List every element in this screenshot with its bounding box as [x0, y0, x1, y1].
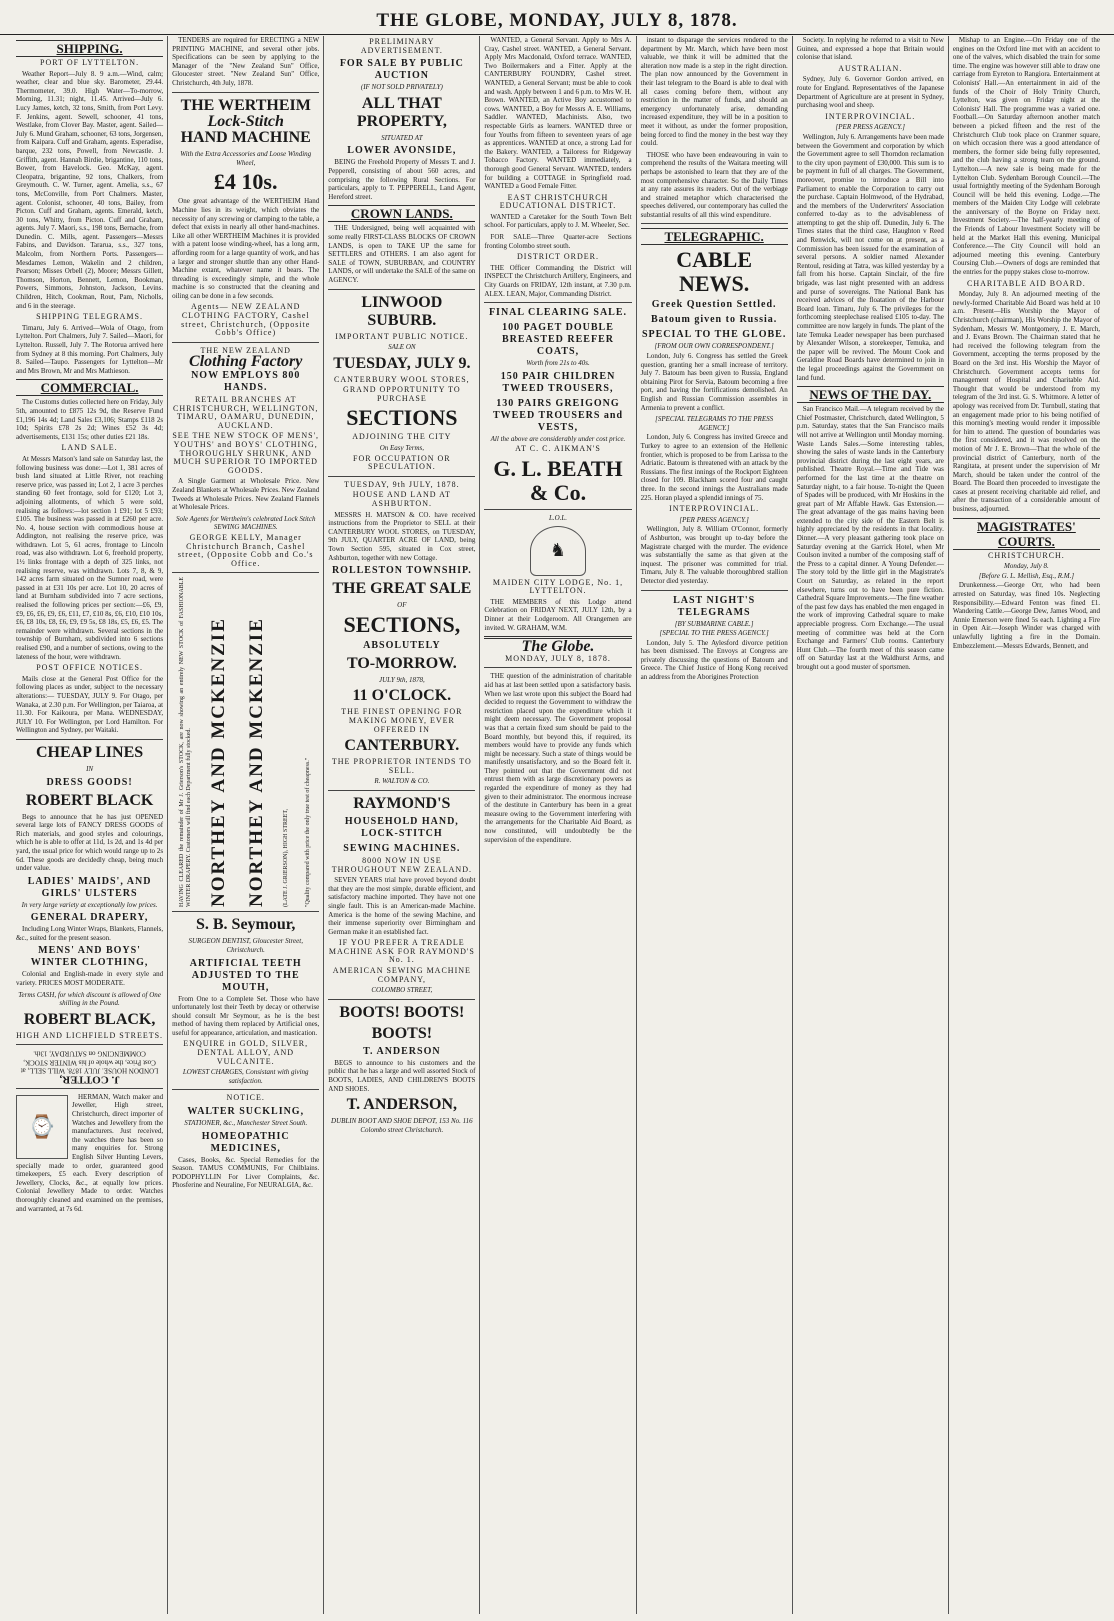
- divider: [328, 999, 475, 1000]
- anderson-address: DUBLIN BOOT AND SHOE DEPOT, 153 No. 116 Colombo street Christchurch.: [331, 1117, 473, 1134]
- cotter-title: J. COTTER,: [59, 1073, 120, 1086]
- robert-black-heading: ROBERT BLACK: [25, 791, 154, 809]
- district-order-heading: DISTRICT ORDER.: [517, 252, 599, 262]
- batoum-given: Batoum given to Russia.: [650, 314, 778, 326]
- easy-terms: On Easy Terms,: [379, 444, 424, 453]
- canterbury: CANTERBURY.: [344, 737, 460, 755]
- tenders-text: TENDERS are required for ERECTING a NEW PRINTING MACHINE, and several other jobs. Specifications can be seen by applying to the Manager of the "New Zealand Sun" Office, Gloucester street. "New Zealand Sun" Office, Christchurch, 4th July, 1878.: [172, 36, 320, 87]
- clearing-tail: All the above are considerably under cost price.: [490, 434, 626, 443]
- dress-goods-heading: DRESS GOODS!: [46, 776, 133, 788]
- tuesday-heading: TUESDAY, JULY 9.: [333, 354, 471, 372]
- auction-heading: FOR SALE BY PUBLIC AUCTION: [339, 58, 464, 82]
- editorial-waitara: THOSE who have been endeavouring in vain to comprehend the results of the Waitara meeting will perhaps be astonished to learn that they are of the most comprehensive character. So the Daily Times at any rate assures its readers. Out of the verbiage and strained metaphor which characterised the speeches delivered, our contemporary has culled the substantial results of all this wind expenditure.: [640, 150, 788, 219]
- divider: [484, 667, 631, 668]
- wertheim-agents: Agents— NEW ZEALAND CLOTHING FACTORY, Cashel street, Christchurch, (Opposite Cobb's Office): [181, 302, 311, 338]
- avonside-heading: LOWER AVONSIDE,: [347, 145, 457, 157]
- charitable-aid-text: Monday, July 8. An adjourned meeting of the newly-formed Charitable Aid Board was held at 10 a.m. Present—His Worship the Mayor of Christchurch (chairman), His Worship the Mayor of Sydenham, Messrs W. Montgomery, J. E. March, and J. Evans Brown. The Chairman stated that he had received the following telegram from the Government, accepting the terms proposed by the Board on the 3rd inst. His Worship the Mayor of Christchurch. Government accepts terms for management of Hospital and Charitable Aid. Thought that would be understood from my telegram of the 3rd inst. G. S. Whitmore. A letter of apology was received from Dr. Turnbull, stating that an engagement made prior to his being notified of this morning's meeting would render it impossible for him to attend. The question of boundaries was the first considered, and it was resolved on the motion of Mr J. E. Brown—That the whole of the provincial district of Canterbury, north of the Rangitata, at present under the supervision of Mr March, should be taken under the control of the Board. The Board then proceeded to investigate the cases at present receiving charitable aid relief, and after the transaction of a considerable amount of business, adjourned.: [952, 290, 1100, 514]
- divider: [484, 302, 631, 303]
- robert-black-text: Begs to announce that he has just OPENED several large lots of FANCY DRESS GOODS of Rich materials, and good styles and colourings, which he is able to offer at 11d, 1s 2d, and 1s 4d per yard, the usual price for which would range up to 2s 6d. These goods are decidedly cheap, being much under value.: [16, 812, 164, 873]
- anderson-heading: T. ANDERSON: [363, 1045, 441, 1057]
- column-4: [479, 36, 635, 1614]
- avonside-text: BEING the Freehold Property of Messrs T. and J. Pepperell, consisting of about 560 acres, and comprising the following Rural Sections. For particulars, apply to T. PEPPERELL, Land Agent, Hereford street.: [328, 158, 476, 201]
- shipping-heading: SHIPPING.: [16, 40, 163, 57]
- special-press-agency: [SPECIAL TO THE PRESS AGENCY.]: [659, 629, 769, 638]
- land-sale-heading: LAND SALE.: [61, 443, 118, 453]
- column-3: [323, 36, 479, 1614]
- editorial-continued: instant to disparage the services rendered to the department by Mr. March, which have been most valuable, we think it will be admitted that the alteration now made is a step in the right direction. The plan now announced by the Government in their last telegram to the Board is able to deal with all cases coming before them, without any restriction in the matter of funds, and should an emergency unfortunately arise, demanding increased expenditure, they will be in a position to meet it without, as under the former proposition, being forced to find the money in the best way they could.: [640, 36, 788, 148]
- raymond-text: SEVEN YEARS trial have proved beyond doubt that they are the most simple, durable efficient, and satisfactory machine imported. They have not one single fault. This is an American-made Machine. America is the home of the sewing Machine, and their immense superiority over Birmingham and German make it an established fact.: [328, 876, 476, 936]
- divider: [16, 739, 163, 740]
- shipping-subheading: PORT OF LYTTELTON.: [40, 58, 140, 67]
- finest-opening: THE FINEST OPENING FOR MAKING MONEY, EVER OFFERED IN: [341, 707, 463, 734]
- of-text: OF: [397, 601, 407, 610]
- vertical-title-1: NORTHEY AND MCKENZIE: [208, 617, 230, 908]
- interprovincial-heading-2: INTERPROVINCIAL.: [825, 111, 916, 121]
- clearing-sale-heading: FINAL CLEARING SALE.: [488, 307, 628, 319]
- last-night-heading: LAST NIGHT'S TELEGRAMS: [673, 594, 756, 618]
- cheap-lines-in: IN: [86, 764, 94, 773]
- divider: [641, 223, 788, 224]
- globe-title: The Globe.: [521, 638, 595, 656]
- telegraphic-heading: TELEGRAPHIC.: [641, 228, 788, 245]
- suckling-subtitle: STATIONER, &c., Manchester Street South.: [184, 1119, 308, 1128]
- occupation: FOR OCCUPATION OR SPECULATION.: [353, 453, 451, 472]
- horseman-emblem-icon: ♞: [530, 526, 586, 576]
- maiden-city-text: THE MEMBERS of this Lodge attend Celebration on FRIDAY NEXT, JULY 12th, by a Dinner at their Lodgeroom. All Orangemen are invited. W. GRAHAM, W.M.: [484, 597, 632, 632]
- seymour-heading: ARTIFICIAL TEETH ADJUSTED TO THE MOUTH,: [189, 957, 302, 993]
- nzcf-title: Clothing Factory: [189, 353, 303, 371]
- society-text: Society. In replying he referred to a visit to New Guinea, and expressed a hope that Britain would colonise that island.: [796, 36, 944, 62]
- school-text: WANTED a Caretaker for the South Town Belt school. For particulars, apply to J. M. Wheeler, Sec.: [484, 212, 632, 230]
- nzcf-branches: RETAIL BRANCHES AT CHRISTCHURCH, WELLINGTON, TIMARU, OAMARU, DUNEDIN, AUCKLAND.: [173, 395, 319, 430]
- rolleston-heading: ROLLESTON TOWNSHIP.: [331, 565, 472, 577]
- local-news-text: Mishap to an Engine.—On Friday one of the engines on the Oxford line met with an accident to one of the valves, which disabled the train for some time. The engine was however still able to draw one carriage from Eyreton to Rangiora. Entertainment at Colonists' Hall.—An entertainment in aid of the funds of the Choir of Holy Trinity Church, Lyttelton, was given on Friday night at the Colonists' Hall. The programme was a varied one. Football.—On Saturday afternoon another match between a picked fifteen and the rest of the Christchurch Club took place on Cranmer square, on which occasion there was a good attendance of members, the former side being fully represented, and the club having a strong team on the ground. Lyttelton.—A new sale is being made for the Lyttelton Club. Sydenham Borough Council.—The usual fortnightly meeting of the Sydenham Borough Council will be held this evening. Lodge.—The members of the Maiden City Lodge will celebrate the anniversary of the Boyne on Friday next. Investment Society.—The half-yearly meeting of the Friends of Labour Investment Society will be held at the Market Hall this evening. Municipal Conference.—The City Council will hold an adjourned meeting this evening. Canterbury Coursing Club.—Owners of dogs are reminded that the entries for the puppy stakes close to-morrow.: [952, 36, 1100, 277]
- grand-opportunity: GRAND OPPORTUNITY TO PURCHASE: [343, 385, 461, 403]
- australian-heading: AUSTRALIAN.: [838, 63, 903, 73]
- school-heading: EAST CHRISTCHURCH EDUCATIONAL DISTRICT.: [499, 192, 617, 211]
- tomorrow: TO-MORROW.: [346, 654, 457, 672]
- drapery-heading: GENERAL DRAPERY,: [30, 912, 149, 924]
- proprietor-intends: THE PROPRIETOR INTENDS TO SELL.: [331, 757, 472, 775]
- kelly-signature: GEORGE KELLY, Manager Christchurch Branch, Cashel street, (Opposite Cobb and Co.'s Office.: [177, 532, 314, 568]
- divider: [641, 590, 788, 591]
- robert-black-footer: ROBERT BLACK,: [23, 1010, 156, 1028]
- notice-heading: NOTICE.: [226, 1093, 265, 1103]
- commercial-heading: COMMERCIAL.: [16, 379, 163, 396]
- robert-black-address: HIGH AND LICHFIELD STREETS.: [16, 1030, 164, 1040]
- divider: [328, 476, 475, 477]
- ashburton-heading: HOUSE AND LAND AT ASHBURTON.: [352, 490, 451, 509]
- charitable-aid-heading: CHARITABLE AID BOARD.: [967, 278, 1086, 288]
- wertheim-accessories: With the Extra Accessories and Loose Winding Wheel,: [180, 150, 312, 167]
- wertheim-price: £4 10s.: [213, 169, 278, 195]
- post-office-heading: POST OFFICE NOTICES.: [36, 663, 143, 673]
- nzcf-heading: THE NEW ZEALAND: [200, 345, 291, 355]
- ladies-ulsters: LADIES' MAIDS', AND GIRLS' ULSTERS: [27, 875, 152, 899]
- tues-date: TUESDAY, 9th JULY, 1878.: [344, 479, 460, 489]
- coats-price: Worth from 21s to 40s.: [526, 359, 590, 368]
- preliminary-heading: PRELIMINARY ADVERTISEMENT.: [360, 37, 443, 55]
- raymond-heading: RAYMOND'S: [353, 794, 451, 812]
- raymond-use: 8000 NOW IN USE THROUGHOUT NEW ZEALAND.: [331, 855, 472, 874]
- divider: [172, 342, 319, 343]
- seymour-subtitle: SURGEON DENTIST, Gloucester Street, Christchurch.: [188, 937, 303, 954]
- special-telegrams: [SPECIAL TELEGRAMS TO THE PRESS AGENCY.]: [655, 415, 774, 432]
- column-7: [948, 36, 1104, 1614]
- telegrams-heading: SHIPPING TELEGRAMS.: [36, 312, 143, 322]
- nzcf-stock: SEE THE NEW STOCK OF MENS', YOUTHS' and BOYS' CLOTHING, THOROUGHLY SHRUNK, AND MUCH SUPERIOR TO IMPORTED GOODS.: [172, 431, 320, 475]
- divider: [16, 1088, 163, 1089]
- treadle-text: IF YOU PREFER A TREADLE MACHINE ASK FOR RAYMOND'S No. 1.: [328, 938, 475, 965]
- wanted-ads: WANTED, a General Servant. Apply to Mrs A. Cray, Cashel street. WANTED, a General Servant. Apply Mrs Macdonald, Oxford terrace. WANTED, Two Boilermakers and a Fitter. Apply at the CANTERBURY FOUNDRY, Cashel street. WANTED, a General Servant; must be able to cook and wash. Apply between 1 and 6 p.m. to Mrs W. H. Brown. WANTED, an Active Boy accustomed to cows. WANTED, a Boy for Messrs A. E. Williams, Saddler. WANTED, Machinists. Also, two respectable Girls as learners. WANTED three or four Youths from fifteen to seventeen years of age as apprentices. WANTED at once, a strong Lad for the Bakery. WANTED, a Tailoress for Ridgeway Tobacco Factory. WANTED immediately, a thorough good General Servant. WANTED, tenders for building a COTTAGE in Springfield road. WANTED a Good Female Fitter.: [484, 36, 632, 191]
- submarine-cable: [BY SUBMARINE CABLE.]: [674, 619, 754, 628]
- beath-heading: G. L. BEATH & Co.: [493, 456, 623, 505]
- july-9: JULY 9th, 1878,: [378, 675, 425, 684]
- sewing-machines: SEWING MACHINES.: [343, 842, 461, 854]
- divider: [328, 289, 475, 290]
- auction-sub: (IF NOT SOLD PRIVATELY): [360, 83, 443, 92]
- ladies-text: In very large variety at exceptionally low prices.: [21, 900, 158, 909]
- aikman: AT C. C. AIKMAN'S: [515, 444, 601, 454]
- globe-date: MONDAY, JULY 8, 1878.: [505, 653, 611, 663]
- trousers-130: 130 PAIRS GREIGONG TWEED TROUSERS and VESTS,: [492, 397, 624, 433]
- sale-on: SALE ON: [388, 343, 416, 352]
- cable-text: London, July 6. Congress has settled the Greek question, granting her a small increase of territory. July 7. Batoum has been given to Russia, England obtaining Pirot for Servia, Batoum becoming a free port, and having the fortifications demolished. An English and Russian Commission assembles in Armenia to prevent a conflict.: [640, 352, 788, 412]
- column-1: [12, 36, 167, 1614]
- interprovincial-text: Wellington, July 8. William O'Connor, formerly of Ashburton, was brought up to-day before the Magistrate charged with the murder. The evidence was substantially the same as that given at the inquest. The prisoner was committed for trial. Timaru, July 8. The valuable thoroughbred stallion Detector died yesterday.: [640, 525, 788, 585]
- mens-clothing: MENS' AND BOYS' WINTER CLOTHING,: [30, 945, 149, 969]
- divider: [172, 1089, 319, 1090]
- seymour-charges: LOWEST CHARGES, Consistant with giving satisfaction.: [182, 1068, 309, 1085]
- nzcf-agents: Sole Agents for Wertheim's celebrated Lock Stitch SEWING MACHINES.: [175, 514, 316, 532]
- telegrams-text: Timaru, July 6. Arrived—Wola of Otago, from Lyttelton. Port Chalmers, July 7. Sailed—Maori, for Lyttelton. Russell, July 7. The Rotorua arrived here from Sydney at 8 this morning. Port Chalmers, July 8. Sailed—Taupo. Passengers for Lyttelton—Mr and Mrs Brown, Mr and Mrs Mathieson.: [16, 323, 164, 375]
- special-to-globe: SPECIAL TO THE GLOBE.: [641, 329, 787, 341]
- hand-machine-title: HAND MACHINE: [180, 129, 311, 147]
- nzcf-list: A Single Garment at Wholesale Price. New Zealand Blankets at Wholesale Prices. New Zealand Tweeds at Wholesale Prices. New Zealand Flannels at Wholesale Prices.: [172, 477, 320, 512]
- coats-100: 100 PAGET DOUBLE BREASTED REEFER COATS,: [502, 322, 614, 358]
- press-agency-2: [PER PRESS AGENCY.]: [835, 123, 905, 132]
- sections-heading: SECTIONS: [346, 405, 458, 431]
- column-5: [636, 36, 792, 1614]
- greek-question: Greek Question Settled.: [651, 299, 777, 311]
- boots-heading-2: BOOTS!: [371, 1024, 433, 1042]
- eleven-oclock: 11 O'CLOCK.: [352, 687, 452, 705]
- vertical-small-text: HAVING CLEARED the remainder of Mr J. Grierson's STOCK, are now showing an entirely NEW STOCK of FASHIONABLE WINTER DRAPERY. Customers will find each Department fully stocked.: [179, 577, 193, 908]
- drapery-text: Including Long Winter Wraps, Blankets, Flannels, &c., suited for the present season.: [16, 925, 164, 942]
- lol-label: L.O.L.: [548, 514, 568, 522]
- cotter-text: LONDON HOUSE. JULY 1878. WILL SELL, at Cost Price, the whole of his WINTER STOCK, COMMENCING on SATURDAY, 13th.: [20, 1050, 159, 1076]
- maiden-city-heading: MAIDEN CITY LODGE, No. 1, LYTTELTON.: [492, 577, 624, 596]
- wertheim-text: One great advantage of the WERTHEIM Hand Machine lies in its weight, which obviates the necessity of any screwing or clamping to the table, a defect that exists in nearly all other hand-machines. Like all other WERTHEIM Machines it is provided with a patent loose winding-wheel, has a long arm, affording room for a large quantity of work, and has a larger and stronger shuttle than any other Hand-Machine extant, whatever name it bears. The threading is exceedingly simple, and the whole machine is so constructed that the cleaning and oiling can be done in a few seconds.: [172, 197, 320, 300]
- magistrates-heading: MAGISTRATES' COURTS.: [953, 518, 1100, 550]
- cheap-lines-heading: CHEAP LINES: [36, 743, 144, 761]
- editorial-text: THE question of the administration of charitable aid has at last been settled upon a satisfactory basis. When we last wrote upon this subject the Board had decided to request the Government to withdraw the restriction placed upon the expenditure which it might deem necessary. The Government proposal was that a certain fixed sum should be paid to the Board monthly, but beyond this, if required, its members would have to provide any funds which might be necessary. Such a state of things would be manifestly unsatisfactory, and so the Board felt it. They pointed out that the Government did not entrust them with as large discretionary powers as regarded the expenditure of money as they had given to their administrator. The enormous increase of the destitute in Canterbury has been in a great measure owing to the Government interfering with the arrangements for the Charitable Aid Board, as now constituted, will undoubtedly be the supervision of the expenditure.: [484, 672, 632, 844]
- district-order-text: THE Officer Commanding the District will INSPECT the Christchurch Artillery, Engineers, and City Guards on FRIDAY, 12th instant, at 7.30 p.m. ALEX. LEAN, Major, Commanding District.: [484, 263, 632, 298]
- pocket-watch-illustration: ⌚: [16, 1095, 68, 1159]
- great-sale: THE GREAT SALE: [332, 580, 472, 598]
- crown-lands-heading: CROWN LANDS.: [328, 205, 475, 222]
- commercial-text: The Customs duties collected here on Friday, July 5th, amounted to £875 12s 9d, the Reserve Fund £1,196 14s 4d; Land Sales £3,106; Stamps £118 2s 10d; Spirits £78 2s 2d; Wines £52 3s 4d; advertisements, £131 15s; other duties £21 18s.: [16, 398, 164, 441]
- press-agency: [PER PRESS AGENCY.]: [679, 515, 749, 524]
- column-2: [167, 36, 323, 1614]
- news-of-the-day-text: San Francisco Mail.—A telegram received by the Chief Postmaster, Christchurch, dated Wellington, 5 p.m. Saturday, states that the San Francisco mails will not arrive at Wellington until Monday morning. Waste Lands Sales.—Some interesting tables, showing the sales of waste lands in the Canterbury provincial district during the last eight years, are published. Theatre Royal.—Time and Tide was performed for the last time at the theatre on Saturday night, to a fair house. To-night the Queen of Spades will be produced, with Mr Hoskins in the great part of Mr Affable Hawk. Gas Extension.—The great advantage of the gas mains having been extended to the city side of the Eastern Belt is highly appreciated by the residents in that locality. Dinner.—A very pleasant gathering took place on Saturday evening at the Garrick Hotel, when Mr Coulson invited a number of the composing staff of the Press to a capital dinner. A Young Defender.—The story told by the little girl in the Magistrate's Court on Saturday, as related in the report elsewhere, turns out to have been pure fiction. Cathedral Square Improvements.—The fine weather of the past few days has enabled the men engaged in the work of improving Cathedral square to make appreciable progress. Corn Exchange.—The usual meeting of committee was held at the Corn Exchange and Farmers' Club rooms. Canterbury Hunt Club.—The fourth meet of this season came off on Saturday last at the Waldhurst Arms, and brought out a good muster of sportsmen.: [796, 405, 944, 671]
- interprovincial-heading: INTERPROVINCIAL.: [669, 504, 760, 514]
- linwood-heading: LINWOOD SUBURB.: [361, 293, 443, 329]
- wertheim-title: THE WERTHEIM: [180, 96, 311, 114]
- boots-heading: BOOTS! BOOTS!: [339, 1003, 465, 1021]
- vertical-address: (LATE J. GRIERSON), HIGH STREET,: [282, 809, 289, 908]
- raymond-sub: HOUSEHOLD HAND, LOCK-STITCH: [344, 815, 459, 839]
- masthead-title: THE GLOBE, MONDAY, JULY 8, 1878.: [376, 10, 738, 31]
- terms-text: Terms CASH, for which discount is allowed of One shilling in the Pound.: [18, 990, 161, 1008]
- divider: [172, 572, 319, 573]
- crown-lands-text: THE Undersigned, being well acquainted with some really FIRST-CLASS BLOCKS OF CROWN LANDS, is open to TAKE UP the same for SETTLERS and OTHERS. I am also agent for SALE of TOWN, SUBURBAN, and COUNTRY LANDS, or will undertake the SALE of the same on AGENCY.: [328, 224, 476, 284]
- homeopathic-text: Cases, Books, &c. Special Remedies for the Season. TAMUS COMMUNIS, For Chilblains. PODOPHYLLIN For Liver Complaints, &c. Phosferine and Neuraline, For NEURALGIA, &c.: [172, 1155, 320, 1190]
- suckling-title: WALTER SUCKLING,: [187, 1106, 305, 1118]
- seymour-title: S. B. Seymour,: [195, 916, 296, 934]
- columns: [12, 36, 1104, 1614]
- vertical-title-2: NORTHEY AND MCKENZIE: [245, 617, 267, 908]
- anderson-footer: T. ANDERSON,: [346, 1096, 458, 1114]
- property-heading: ALL THAT PROPERTY,: [356, 94, 447, 130]
- magistrates-before: [Before G. L. Mellish, Esq., R.M.]: [978, 571, 1075, 580]
- magistrates-sub: CHRISTCHURCH.: [988, 550, 1065, 560]
- absolutely: ABSOLUTELY: [363, 639, 441, 651]
- nzcf-employs: NOW EMPLOYS 800 HANDS.: [191, 370, 301, 394]
- trousers-150: 150 PAIR CHILDREN TWEED TROUSERS,: [500, 370, 616, 394]
- divider: [172, 92, 319, 93]
- sections-heading-2: SECTIONS,: [343, 611, 461, 637]
- mens-text: Colonial and English-made in every style and variety. PRICES MOST MODERATE.: [16, 970, 164, 988]
- interprovincial-text-2: Wellington, July 6. Arrangements have been made between the Government and corporation by which the Government agree to sell Thorndon reclamation to the city upon payment of £30,000. This sum is to be payment in full of all charges. The Government, moreover, promise to introduce a Bill into Parliament to enable the Corporation to carry out the purchase. Captain Holmwood, of the Hydrabad, and the members of the Underwriters' Association conferred to-day as to the advisableness of attempting to get the ship off. Dunedin, July 6. The Times states that the third case, Haughton v Reed and Renwick, will not come on at present, as a Commission has been issued for the examination of several persons. A soldier named Alexander Rentoul, residing at Tatra, was killed yesterday by a fall from his horse. Captain Sinclair, of the fire brigade, was last night presented with an address and purse of sovereigns. The National Bank has received advices of the floatation of the Harbour Board loan. Timaru, July 6. The privileges for the forthcoming steeplechase realised £105 to-day. The committee are now largely in funds. The plant of the late Temuka Leader newspaper has been purchased by Alexander Wilson, a storekeeper, Temuka, and the paper will be revived. The Mount Cook and Geraldine Road Boards have determined to join in the legal proceedings against the Government on land fund.: [796, 132, 944, 382]
- wool-stores: CANTERBURY WOOL STORES,: [334, 374, 470, 384]
- land-sale-text: At Messrs Matson's land sale on Saturday last, the following business was done:—Lot 1, 381 acres of bush land situated at Little River, not reaching reserve price, was passed in; Lot 2, 1 acre 3 perches standing 60 feet frontage, sold for £120; Lot 3, adjoining allotments, of which 5 were sold, realising as follows:—lot section 1 £91; lot 5 £93; £105. The business was passed in at £260 per acre. No. 4, house section with commodious house at Addington, not realising the reserve price, was withdrawn. Lot 5, 61 acres, frontage to Lincoln road, was also withdrawn. Lot 6, freehold property, 1½ links frontage with a depth of 325 links, not realising reserve, was withdrawn. Lots 7, 8, & 9, 142 acres farm situated on the Sumner road, were passed in at £31 10s per acre. Lot 10, 20 acres of land at Burnham subdivided into 7 acre sections, realised the following prices per section:—£6, £9, £9, £6, £6, £9, £6, £11, £7, £10 8s, £6, £10, £10 10s, £6, £8 10s, £8, £6, £9, £9 5s, £8 18s, £5, £6, £5. The remainder were withdrawn. Several sections in the township of Burnham, subdivided into 6 sections realised £90, and a number of sections, owing to the lateness of the hour, were withdrawn.: [16, 454, 164, 661]
- colombo-street: COLOMBO STREET,: [371, 986, 433, 995]
- northey-mckenzie-vertical-ad: [172, 577, 319, 907]
- cable-news-heading: CABLE NEWS.: [676, 247, 753, 297]
- australian-text: Sydney, July 6. Governor Gordon arrived, en route for England. Representatives of the Japanese Department of Agriculture are at present in Sydney, purchasing wool and sheep.: [796, 75, 944, 110]
- wertheim-subtitle: Lock-Stitch: [207, 112, 284, 130]
- cable-text-2: London, July 6. Congress has invited Greece and Turkey to agree to an extension of the Hellenic frontier, which is proposed to be from Larissa to the Adriatic. Batoum is threatened with an attack by the Russians. The first innings of the Rockport Eighteen closed for 109. Blackham scored four and caught three. In the second innings the Australians made 225. Horan played a splendid innings of 75.: [640, 433, 788, 502]
- american-company: AMERICAN SEWING MACHINE COMPANY,: [332, 966, 471, 984]
- seymour-text: From One to a Complete Set. Those who have unfortunately lost their Teeth by decay or otherwise should consult Mr Seymour, as he is the best method of having them replaced by Artificial ones, useful for appearance, articulation, and mastication.: [172, 994, 320, 1037]
- divider: [484, 509, 631, 510]
- magistrates-text: Drunkenness.—George Orr, who had been arrested on Saturday, was fined 10s. Neglecting Responsibility.—Edward Fenton was fined £1. Wandering Cattle.—George Dew, James Wood, and Annie Emerson were fined 5s each. Lighting a Fire in Open Air.—Joseph Winder was charged with unlawfully lighting a fire in the Domain. Embezzlement.—Messrs Edwards, Bennett, and: [952, 581, 1100, 650]
- cotter-ad-inverted: [16, 1049, 163, 1086]
- divider: [16, 1044, 163, 1045]
- column-6: [792, 36, 948, 1614]
- watchmaker-text: HERMAN, Watch maker and Jeweller, High street, Christchurch, direct importer of Watches and Jewellery from the manufacturers. Just received, the watches there has been so many enquiries for. Strong English Silver Hunting Levers, specially made to order, guaranteed good timekeepers, £5 each. Every description of Jewellery, Clocks, &c., at equally low prices. Colonial Jewellery Made to order. Watches thoroughly cleaned and examined on the premises, and warranted, at 7s 6d.: [16, 1092, 164, 1213]
- linwood-sub: IMPORTANT PUBLIC NOTICE.: [335, 331, 469, 341]
- situated: SITUATED AT: [381, 133, 423, 142]
- own-correspondent: [FROM OUR OWN CORRESPONDENT.]: [654, 342, 774, 351]
- divider: [328, 790, 475, 791]
- news-of-the-day-heading: NEWS OF THE DAY.: [797, 386, 944, 403]
- vertical-quality: "Quality compared with price the only true test of cheapness.": [305, 758, 312, 908]
- homeopathic-heading: HOMEOPATHIC MEDICINES,: [201, 1130, 290, 1154]
- divider: [172, 911, 319, 912]
- seymour-enquire: ENQUIRE in GOLD, SILVER, DENTAL ALLOY, AND VULCANITE.: [183, 1039, 309, 1066]
- magistrates-date: Monday, July 8.: [1004, 562, 1049, 571]
- anderson-text: BEGS to announce to his customers and the public that he has a large and well assorted Stock of BOOTS, LADIES, AND CHILDREN'S BOOTS AND SHOES.: [328, 1058, 476, 1093]
- shipping-text: Weather Report—July 8. 9 a.m.—Wind, calm; weather, clear and blue sky. Barometer, 29.44. Thermometer, 39.0. High Water—To-morrow, Morning, 11.31; night, 11.45. Arrived—July 6. Lucy James, ketch, 32 tons, Smith, from Port Levy. F. Jenkins, agent. Sewell, schooner, 41 tons, Westlake, from Clover Bay. Master, agent. Sailed—July 6. Mund Graham, schooner, 63 tons, Jorgensen, from Kaipara. Cuff and Graham, agents. Esperadise, barque, 232 tons, Powell, from Newcastle. J. Griffith, agent. Hannah Birdie, brigantine, 110 tons, Bower, from Havelock. Geo. McKay, agent. Cleopatra, brigantine, 92 tons, Chalkers, from Greymouth. C. W. Turner, agent. Amelia, s.s., 67 tons, McConville, from Port Chalmers. Master, agent. Colonist, schooner, 40 tons, Bailey, from Picton. Cuff and Graham, agents. Emerald, ketch, 30 tons, Whitty, from Picton. Cuff and Graham, agents. July 7. Maori, s.s., 198 tons, Bernache, from Dunedin. C. Mills, agent. Passengers—Messrs Fabins, and Davidson. Tararua, s.s., 327 tons, Malcolm, from Northern Ports. Passengers—Mesdames Lemon, Wakelin and 2 children, Pearson; Misses Orbell (2), Moore; Messrs Gillett, Thomson, Horton, Bennett, Lemon, Bookman, Powers, Simmons, Johnston, Jackson, Levins. Children, Hitch, Cookman, Rout, Pam, Nicholls, and 6 in the steerage.: [16, 69, 164, 310]
- adjoining: ADJOINING THE CITY: [352, 432, 452, 442]
- for-sale-text: FOR SALE—Three Quarter-acre Sections fronting Colombo street south.: [484, 233, 632, 250]
- post-office-text: Mails close at the General Post Office for the following places as under, subject to the necessary alterations:— TUESDAY, JULY 9. For Otago, per Wanaka, at 2.30 p.m. For Wellington, per Taiaroa, at 11.30. For Kaikoura, per Mana. WEDNESDAY, JULY 10. For Wellington, per Lord Hamilton. For Wellington and Sydney, per Waitaki.: [16, 674, 164, 735]
- walton: R. WALTON & CO.: [374, 777, 430, 786]
- last-night-text: London, July 5. The Aylesford divorce petition has been dismissed. The Envoys at Congress are privately discussing the questions of Batoum and Greece. The Chief Justice of Hong Kong received an address from the Aborigines Protection: [640, 638, 788, 682]
- ashburton-text: MESSRS H. MATSON & CO. have received instructions from the Proprietor to SELL at their CANTERBURY WOOL STORES, on TUESDAY, 9th JULY, QUARTER ACRE OF LAND, being Town Section 595, situated in Cox street, Ashburton, together with new Cottage.: [328, 510, 476, 562]
- masthead: [0, 4, 1114, 35]
